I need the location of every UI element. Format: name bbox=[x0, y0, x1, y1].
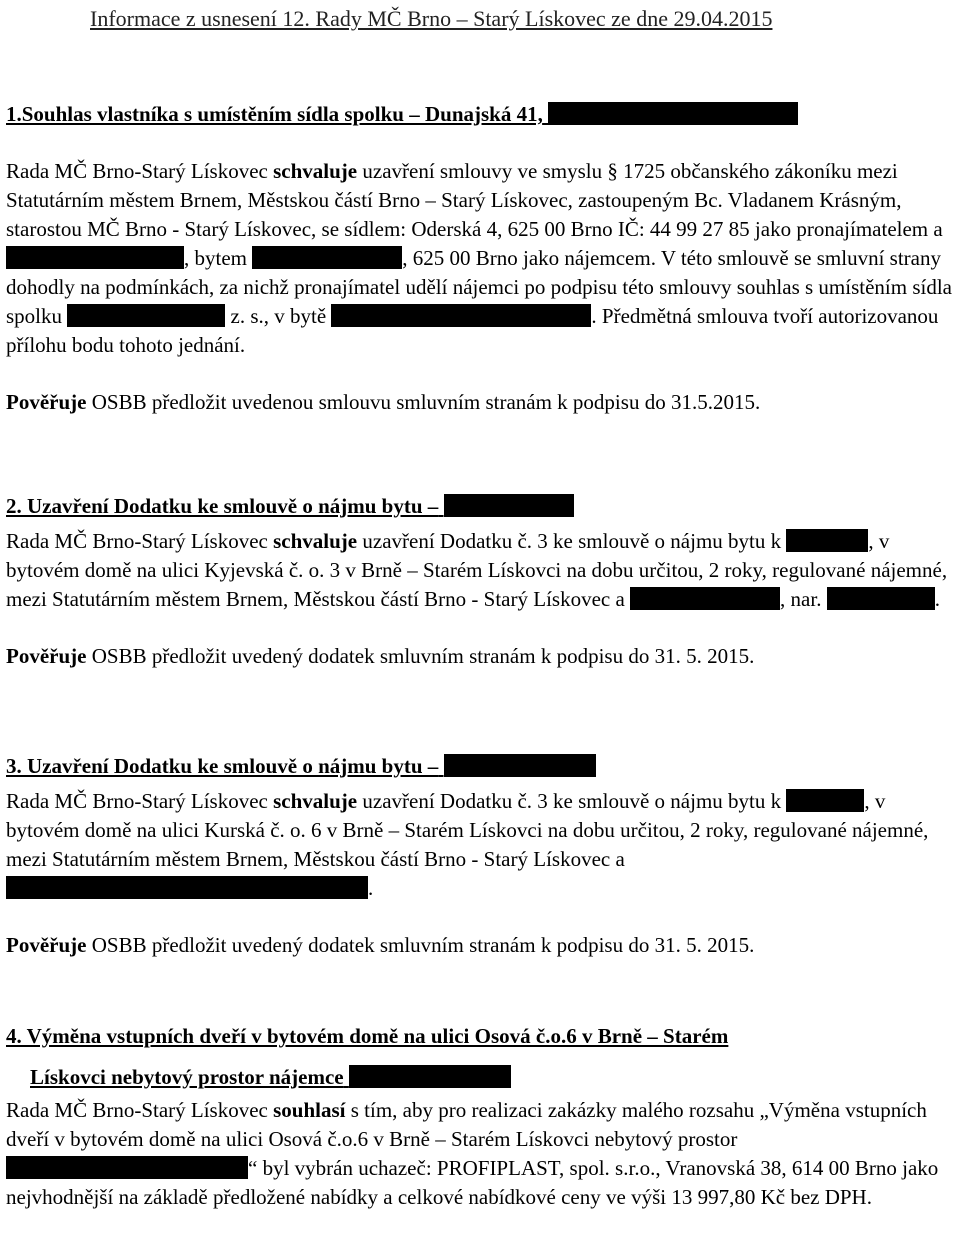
verb-approves: schvaluje bbox=[273, 529, 358, 553]
section-4-heading-line2: Lískovci nebytový prostor nájemce bbox=[30, 1065, 344, 1089]
verb-approves: schvaluje bbox=[273, 789, 358, 813]
section-4-heading-line2-wrap bbox=[6, 1063, 956, 1092]
section-4-heading-line1: 4. Výměna vstupních dveří v bytovém domě na ulici Osová č.o.6 v Brně – Starém bbox=[6, 1024, 729, 1048]
text: Rada MČ Brno-Starý Lískovec bbox=[6, 789, 268, 813]
redaction bbox=[6, 246, 184, 269]
section-2 bbox=[6, 492, 956, 671]
section-1-resolution bbox=[6, 157, 956, 360]
redaction bbox=[444, 754, 596, 777]
text: OSBB předložit uvedený dodatek smluvním stranám k podpisu do 31. 5. 2015. bbox=[91, 644, 755, 668]
verb-delegates: Pověřuje bbox=[6, 644, 87, 668]
text: OSBB předložit uvedenou smlouvu smluvním stranám k podpisu do 31.5.2015. bbox=[91, 390, 761, 414]
redaction bbox=[786, 789, 864, 812]
text: Rada MČ Brno-Starý Lískovec bbox=[6, 1098, 268, 1122]
redaction bbox=[331, 304, 591, 327]
text: , 625 00 Brno jako nájemcem. V této smlouvě se smluvní strany dohodly na podmínkách, za nichž pronajímatel udělí nájemci po podpisu této smlouvy souhlas s umístěním sídla spolku bbox=[6, 246, 953, 328]
text: uzavření smlouvy ve smyslu § 1725 občanského zákoníku mezi Statutárním městem Brnem, Městskou částí Brno – Starý Lískovec, zastoupeným Bc. Vladanem Krásným, starostou MČ Brno - Starý Lískovec, se sídlem: Oderská 4, 625 00 Brno IČ: 44 99 27 85 jako pronajímatelem a bbox=[6, 159, 943, 241]
redaction bbox=[548, 102, 798, 125]
section-4-resolution bbox=[6, 1096, 956, 1212]
redaction bbox=[349, 1065, 511, 1088]
text: , v bytovém domě na ulici Kyjevská č. o. 3 v Brně – Starém Lískovci na dobu určitou, 2 roky, regulované nájemné, mezi Statutárním městem Brnem, Městskou částí Brno - Starý Lískovec a bbox=[6, 529, 948, 611]
page-header: Informace z usnesení 12. Rady MČ Brno – Starý Lískovec ze dne 29.04.2015 bbox=[90, 6, 773, 31]
section-2-heading bbox=[6, 492, 956, 521]
section-3-heading-text: 3. Uzavření Dodatku ke smlouvě o nájmu bytu – bbox=[6, 754, 439, 778]
text: . bbox=[934, 587, 940, 611]
section-1-heading-text: 1.Souhlas vlastníka s umístěním sídla spolku – Dunajská 41, bbox=[6, 102, 543, 126]
verb-delegates: Pověřuje bbox=[6, 390, 87, 414]
section-3 bbox=[6, 752, 956, 960]
section-2-resolution bbox=[6, 527, 956, 614]
redaction bbox=[630, 587, 780, 610]
text: , v bytovém domě na ulici Kurská č. o. 6 v Brně – Starém Lískovci na dobu určitou, 2 roky, regulované nájemné, mezi Statutárním městem Brnem, Městskou částí Brno - Starý Lískovec a bbox=[6, 789, 929, 871]
text: uzavření Dodatku č. 3 ke smlouvě o nájmu bytu k bbox=[362, 529, 782, 553]
verb-delegates: Pověřuje bbox=[6, 933, 87, 957]
text: OSBB předložit uvedený dodatek smluvním stranám k podpisu do 31. 5. 2015. bbox=[91, 933, 755, 957]
redaction bbox=[6, 1156, 248, 1179]
redaction bbox=[67, 304, 225, 327]
redaction bbox=[827, 587, 935, 610]
text: , bytem bbox=[184, 246, 247, 270]
verb-approves: schvaluje bbox=[273, 159, 358, 183]
section-1 bbox=[6, 100, 956, 417]
text: s tím, aby pro realizaci zakázky malého rozsahu „Výměna vstupních dveří v bytovém domě na ulici Osová č.o.6 v Brně – Starém Lískovci nebytový prostor bbox=[6, 1098, 927, 1151]
section-2-heading-text: 2. Uzavření Dodatku ke smlouvě o nájmu bytu – bbox=[6, 494, 439, 518]
text: . Předmětná smlouva tvoří autorizovanou přílohu bodu tohoto jednání. bbox=[6, 304, 939, 357]
text: Rada MČ Brno-Starý Lískovec bbox=[6, 529, 268, 553]
text: . bbox=[368, 876, 374, 900]
text: , nar. bbox=[780, 587, 822, 611]
section-3-resolution bbox=[6, 787, 956, 903]
section-3-heading bbox=[6, 752, 956, 781]
redaction bbox=[786, 529, 868, 552]
verb-agrees: souhlasí bbox=[273, 1098, 346, 1122]
redaction bbox=[252, 246, 402, 269]
text: “ byl vybrán uchazeč: PROFIPLAST, spol. s.r.o., Vranovská 38, 614 00 Brno jako nejvhodnější na základě předložené nabídky a celkové nabídkové ceny ve výši 13 997,80 Kč bez DPH. bbox=[6, 1156, 939, 1209]
section-2-delegation bbox=[6, 642, 956, 671]
section-4-heading bbox=[6, 1022, 956, 1051]
section-4 bbox=[6, 1022, 956, 1212]
text: uzavření Dodatku č. 3 ke smlouvě o nájmu bytu k bbox=[362, 789, 782, 813]
section-1-delegation bbox=[6, 388, 956, 417]
section-3-delegation bbox=[6, 931, 956, 960]
section-1-heading bbox=[6, 100, 956, 129]
text: z. s., v bytě bbox=[230, 304, 327, 328]
redaction bbox=[444, 494, 574, 517]
text: Rada MČ Brno-Starý Lískovec bbox=[6, 159, 268, 183]
redaction bbox=[6, 876, 368, 899]
